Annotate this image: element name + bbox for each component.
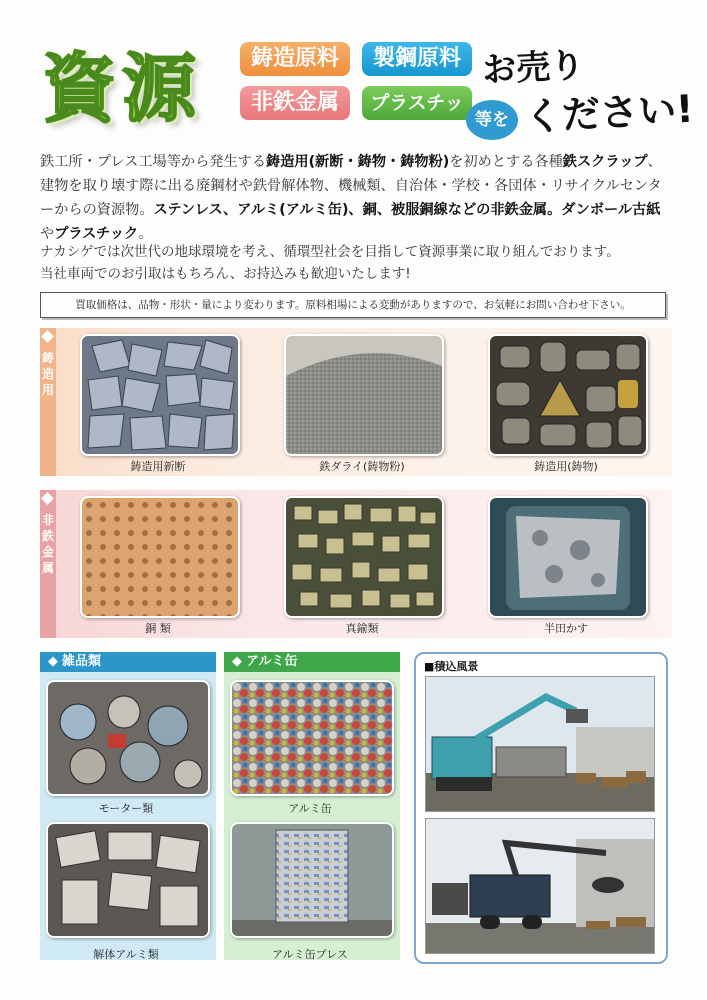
tag-hitetsu-kinzoku: 非鉄金属 bbox=[240, 86, 350, 120]
caption-chuzo-shindan: 鋳造用新断 bbox=[130, 460, 186, 473]
intro-text: 鉄工所・プレス工場等から発生する bbox=[40, 154, 267, 170]
catch-line-2: ください! bbox=[523, 86, 695, 140]
catch-line-1: お売り bbox=[481, 45, 586, 91]
intro-text: や bbox=[40, 226, 55, 242]
tag-chuzo-genryo: 鋳造原料 bbox=[240, 42, 350, 76]
alumi-header: ◆ アルミ缶 bbox=[224, 652, 400, 672]
caption-do-rui: 銅 類 bbox=[145, 622, 171, 635]
diamond-icon bbox=[41, 330, 54, 343]
photo-handa-kasu bbox=[488, 496, 648, 618]
section-hitetsu bbox=[40, 490, 672, 638]
photo-loading-excavator bbox=[425, 676, 655, 812]
caption-kaitai-alumi: 解体アルミ類 bbox=[93, 948, 159, 961]
photo-chuzo-imono bbox=[488, 334, 648, 456]
caption-alumi-can-press: アルミ缶プレス bbox=[272, 948, 348, 961]
intro-bold: プラスチック bbox=[54, 226, 139, 242]
section-hitetsu-label: 非鉄金属 bbox=[41, 513, 54, 575]
zappin-header: ◆ 雑品類 bbox=[40, 652, 216, 672]
loading-title: ■積込風景 bbox=[424, 660, 479, 673]
intro-paragraph bbox=[40, 150, 672, 246]
tag-plastic: プラスチック bbox=[362, 86, 472, 120]
photo-tetsu-darai bbox=[284, 334, 444, 456]
price-notice: 買取価格は、品物・形状・量により変わります。原料相場による変動がありますので、お気軽にお問い合わせ下さい。 bbox=[40, 292, 666, 318]
toudo-badge: 等を bbox=[466, 100, 518, 140]
intro-text: 、建物を取り壊す際に出る廃鋼材や鉄骨解体物、機械類、自治体・学校・各団体・リサイクルセンターからの資源物。 bbox=[40, 154, 662, 218]
intro-text: 。 bbox=[138, 226, 153, 242]
photo-chuzo-shindan bbox=[80, 334, 240, 456]
intro-text: を初めとする各種 bbox=[449, 154, 563, 170]
diamond-icon bbox=[41, 492, 54, 505]
photo-alumi-can bbox=[230, 680, 394, 796]
intro-bold: 鉄スクラップ bbox=[562, 154, 648, 170]
photo-loading-truck bbox=[425, 818, 655, 954]
photo-kaitai-alumi bbox=[46, 822, 210, 938]
photo-motor bbox=[46, 680, 210, 796]
caption-handa-kasu: 半田かす bbox=[544, 622, 588, 635]
photo-alumi-can-press bbox=[230, 822, 394, 938]
caption-tetsu-darai: 鉄ダライ(鋳物粉) bbox=[319, 460, 405, 473]
caption-chuzo-imono: 鋳造用(鋳物) bbox=[534, 460, 598, 473]
photo-do-rui bbox=[80, 496, 240, 618]
page-title: 資源 bbox=[42, 46, 202, 132]
section-chuzo-label: 鋳造用 bbox=[41, 351, 54, 397]
section-hitetsu-sidebar bbox=[40, 490, 56, 638]
caption-shinchu-rui: 真鍮類 bbox=[345, 622, 379, 635]
section-chuzo bbox=[40, 328, 672, 476]
caption-motor: モーター類 bbox=[98, 802, 154, 815]
photo-shinchu-rui bbox=[284, 496, 444, 618]
intro-bold: ステンレス、アルミ(アルミ缶)、銅、被服銅線などの非鉄金属。ダンボール古紙 bbox=[153, 202, 661, 218]
caption-alumi-can: アルミ缶 bbox=[288, 802, 332, 815]
tag-seiko-genryo: 製鋼原料 bbox=[362, 42, 472, 76]
intro-line-2: ナカシゲでは次世代の地球環境を考え、循環型社会を目指して資源事業に取り組んでおります。 bbox=[40, 244, 620, 260]
intro-bold: 鋳造用(新断・鋳物・鋳物粉) bbox=[266, 154, 450, 170]
intro-line-3: 当社車両でのお引取はもちろん、お持込みも歓迎いたします! bbox=[40, 266, 411, 282]
section-chuzo-sidebar bbox=[40, 328, 56, 476]
